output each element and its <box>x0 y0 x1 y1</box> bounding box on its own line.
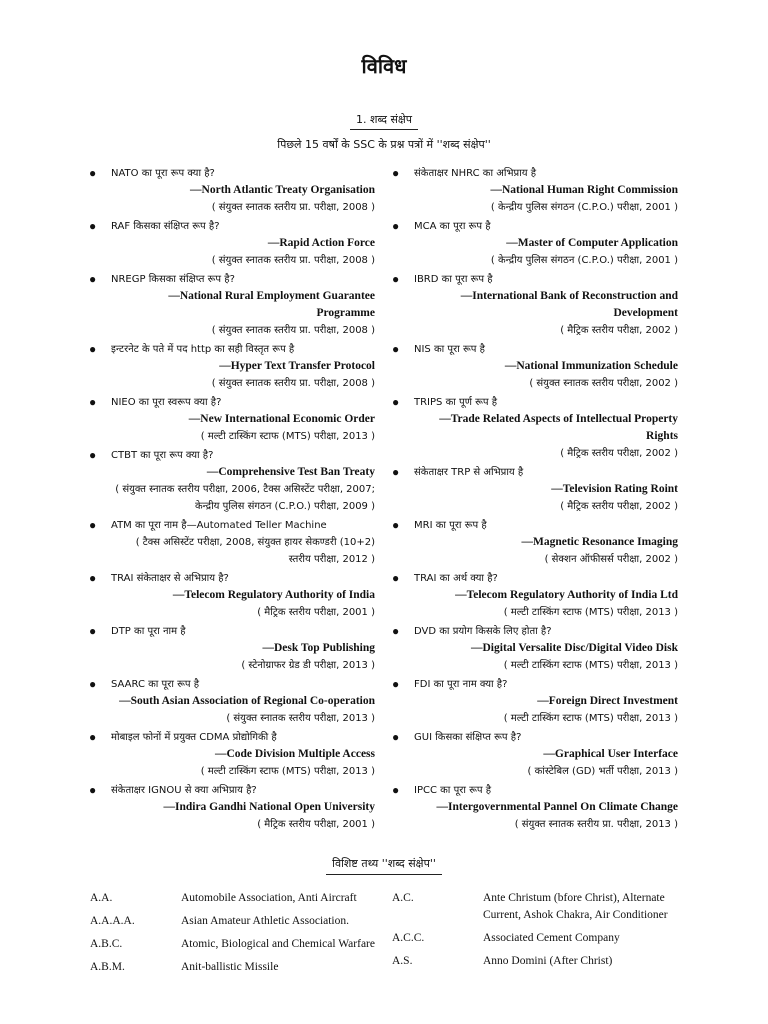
answer-text: —National Rural Employment Guarantee Programme <box>168 290 375 319</box>
bullet-icon: ● <box>89 272 97 286</box>
exam-source: ( मैट्रिक स्तरीय परीक्षा, 2001 ) <box>257 607 375 618</box>
question-text: TRIPS का पूर्ण रूप है <box>414 397 498 408</box>
answer-text: —Desk Top Publishing <box>262 642 375 654</box>
exam-source: ( संयुक्त स्नातक स्तरीय परीक्षा, 2002 ) <box>529 378 678 389</box>
abbreviation-key: A.A. <box>90 892 113 904</box>
bullet-icon: ● <box>89 677 97 691</box>
question-text: NIS का पूरा रूप है <box>414 344 485 355</box>
bullet-icon: ● <box>392 730 400 744</box>
question-text: संकेताक्षर TRP से अभिप्राय है <box>414 467 524 478</box>
question-item <box>85 782 375 833</box>
bullet-icon: ● <box>89 342 97 356</box>
exam-source: ( संयुक्त स्नातक स्तरीय प्रा. परीक्षा, 2008 ) <box>211 378 375 389</box>
bullet-icon: ● <box>392 518 400 532</box>
answer-text: —Television Rating Roint <box>551 483 678 495</box>
answer-text: —Rapid Action Force <box>267 237 375 249</box>
question-text: ATM का पूरा नाम है—Automated Teller Machine <box>111 520 327 531</box>
answer-text: —Telecom Regulatory Authority of India Ltd <box>455 589 678 601</box>
exam-source: ( संयुक्त स्नातक स्तरीय प्रा. परीक्षा, 2013 ) <box>514 819 678 830</box>
exam-source: ( संयुक्त स्नातक स्तरीय प्रा. परीक्षा, 2008 ) <box>211 255 375 266</box>
bullet-icon: ● <box>392 342 400 356</box>
question-text: IPCC का पूरा रूप है <box>414 785 492 796</box>
bullet-icon: ● <box>392 166 400 180</box>
exam-source: ( संयुक्त स्नातक स्तरीय परीक्षा, 2006, टैक्स असिस्टेंट परीक्षा, 2007; केन्द्रीय पुलिस संगठन (C.P.O.) परीक्षा, 2009 ) <box>115 484 375 512</box>
section-subtitle: पिछले 15 वर्षों के SSC के प्रश्न पत्रों में ''शब्द संक्षेप'' <box>277 138 491 151</box>
exam-source: ( मैट्रिक स्तरीय परीक्षा, 2002 ) <box>560 325 678 336</box>
question-item <box>85 341 375 392</box>
question-text: GUI किसका संक्षिप्त रूप है? <box>414 732 522 743</box>
bullet-icon: ● <box>89 395 97 409</box>
question-text: CTBT का पूरा रूप क्या है? <box>111 450 214 461</box>
abbreviation-expansion: Associated Cement Company <box>483 932 620 944</box>
abbreviation-row <box>90 890 390 907</box>
question-item <box>388 517 678 568</box>
abbreviation-row <box>90 959 390 976</box>
exam-source: ( मल्टी टास्किंग स्टाफ (MTS) परीक्षा, 2013 ) <box>503 660 678 671</box>
abbreviation-expansion: Asian Amateur Athletic Association. <box>181 915 350 927</box>
question-item <box>85 676 375 727</box>
exam-source: ( मल्टी टास्किंग स्टाफ (MTS) परीक्षा, 2013 ) <box>503 713 678 724</box>
bullet-icon: ● <box>392 395 400 409</box>
answer-text: —Comprehensive Test Ban Treaty <box>206 466 375 478</box>
answer-text: —Magnetic Resonance Imaging <box>521 536 678 548</box>
question-item <box>388 676 678 727</box>
question-text: DTP का पूरा नाम है <box>111 626 186 637</box>
abbreviation-row <box>392 953 692 970</box>
question-text: TRAI संकेताक्षर से अभिप्राय है? <box>111 573 229 584</box>
question-item <box>85 447 375 515</box>
section-heading <box>0 112 768 127</box>
abbreviation-expansion: Anit-ballistic Missile <box>181 961 279 973</box>
question-item <box>85 729 375 780</box>
abbreviation-row <box>90 936 390 953</box>
answer-text: —Foreign Direct Investment <box>537 695 678 707</box>
abbr-list-left <box>90 890 390 982</box>
bullet-icon: ● <box>89 783 97 797</box>
bullet-icon: ● <box>392 219 400 233</box>
answer-text: —Trade Related Aspects of Intellectual Property Rights <box>439 413 678 442</box>
answer-text: —National Immunization Schedule <box>504 360 678 372</box>
answer-text: —National Human Right Commission <box>490 184 678 196</box>
abbreviation-expansion: Anno Domini (After Christ) <box>483 955 613 967</box>
answer-text: —Telecom Regulatory Authority of India <box>172 589 375 601</box>
question-text: NREGP किसका संक्षिप्त रूप है? <box>111 274 235 285</box>
bullet-icon: ● <box>89 166 97 180</box>
bullet-icon: ● <box>392 465 400 479</box>
bullet-icon: ● <box>89 571 97 585</box>
exam-source: ( टैक्स असिस्टेंट परीक्षा, 2008, संयुक्त हायर सेकण्डरी (10+2) स्तरीय परीक्षा, 2012 ) <box>135 537 375 565</box>
question-text: NATO का पूरा रूप क्या है? <box>111 168 215 179</box>
question-item <box>85 165 375 216</box>
bullet-icon: ● <box>89 624 97 638</box>
bullet-icon: ● <box>392 624 400 638</box>
question-text: DVD का प्रयोग किसके लिए होता है? <box>414 626 552 637</box>
abbr-list-right <box>392 890 692 976</box>
exam-source: ( मैट्रिक स्तरीय परीक्षा, 2002 ) <box>560 448 678 459</box>
question-item <box>388 341 678 392</box>
answer-text: —North Atlantic Treaty Organisation <box>190 184 375 196</box>
question-item <box>388 623 678 674</box>
question-item <box>85 218 375 269</box>
question-item <box>85 570 375 621</box>
exam-source: ( स्टेनोग्राफर ग्रेड डी परीक्षा, 2013 ) <box>241 660 375 671</box>
bullet-icon: ● <box>89 448 97 462</box>
question-item <box>85 271 375 339</box>
section-heading-text: 1. शब्द संक्षेप <box>350 113 418 130</box>
exam-source: ( केन्द्रीय पुलिस संगठन (C.P.O.) परीक्षा, 2001 ) <box>490 255 678 266</box>
answer-text: —Indira Gandhi National Open University <box>163 801 375 813</box>
question-text: FDI का पूरा नाम क्या है? <box>414 679 508 690</box>
question-text: SAARC का पूरा रूप है <box>111 679 200 690</box>
abbreviation-row <box>90 913 390 930</box>
abbreviation-key: A.S. <box>392 955 413 967</box>
exam-source: ( मल्टी टास्किंग स्टाफ (MTS) परीक्षा, 2013 ) <box>200 766 375 777</box>
exam-source: ( मैट्रिक स्तरीय परीक्षा, 2001 ) <box>257 819 375 830</box>
answer-text: —New International Economic Order <box>188 413 375 425</box>
question-item <box>85 623 375 674</box>
question-item <box>388 271 678 339</box>
question-item <box>85 517 375 568</box>
answer-text: —Hyper Text Transfer Protocol <box>219 360 375 372</box>
abbreviation-row <box>392 930 692 947</box>
bullet-icon: ● <box>392 272 400 286</box>
exam-source: ( कांस्टेबिल (GD) भर्ती परीक्षा, 2013 ) <box>527 766 678 777</box>
exam-source: ( संयुक्त स्नातक स्तरीय प्रा. परीक्षा, 2008 ) <box>211 325 375 336</box>
question-text: IBRD का पूरा रूप है <box>414 274 493 285</box>
question-item <box>388 729 678 780</box>
abbreviation-key: A.B.M. <box>90 961 125 973</box>
exam-source: ( संयुक्त स्नातक स्तरीय प्रा. परीक्षा, 2008 ) <box>211 202 375 213</box>
exam-source: ( संयुक्त स्नातक स्तरीय परीक्षा, 2013 ) <box>226 713 375 724</box>
exam-source: ( मल्टी टास्किंग स्टाफ (MTS) परीक्षा, 2013 ) <box>503 607 678 618</box>
abbreviation-key: A.B.C. <box>90 938 123 950</box>
question-item <box>388 782 678 833</box>
bullet-icon: ● <box>392 571 400 585</box>
answer-text: —Master of Computer Application <box>506 237 678 249</box>
bullet-icon: ● <box>89 518 97 532</box>
bullet-icon: ● <box>89 219 97 233</box>
exam-source: ( सेक्शन ऑफीसर्स परीक्षा, 2002 ) <box>544 554 678 565</box>
question-item <box>85 394 375 445</box>
bullet-icon: ● <box>89 730 97 744</box>
abbreviation-key: A.C.C. <box>392 932 425 944</box>
question-text: RAF किसका संक्षिप्त रूप है? <box>111 221 220 232</box>
left-column <box>85 165 375 835</box>
question-text: NIEO का पूरा स्वरूप क्या है? <box>111 397 222 408</box>
abbreviation-key: A.A.A.A. <box>90 915 135 927</box>
exam-source: ( मल्टी टास्किंग स्टाफ (MTS) परीक्षा, 2013 ) <box>200 431 375 442</box>
exam-source: ( मैट्रिक स्तरीय परीक्षा, 2002 ) <box>560 501 678 512</box>
bullet-icon: ● <box>392 783 400 797</box>
question-text: TRAI का अर्थ क्या है? <box>414 573 498 584</box>
question-item <box>388 218 678 269</box>
answer-text: —International Bank of Reconstruction and Development <box>460 290 678 319</box>
question-item <box>388 464 678 515</box>
section2-heading <box>0 856 768 871</box>
page-title: विविध <box>361 54 407 78</box>
question-text: इन्टरनेट के पते में पद http का सही विस्तृत रूप है <box>111 344 295 355</box>
question-item <box>388 570 678 621</box>
question-item <box>388 394 678 462</box>
abbreviation-expansion: Automobile Association, Anti Aircraft <box>181 892 357 904</box>
exam-source: ( केन्द्रीय पुलिस संगठन (C.P.O.) परीक्षा, 2001 ) <box>490 202 678 213</box>
answer-text: —Graphical User Interface <box>543 748 678 760</box>
abbreviation-key: A.C. <box>392 892 414 904</box>
question-text: संकेताक्षर IGNOU से क्या अभिप्राय है? <box>111 785 257 796</box>
abbreviation-row <box>392 890 692 924</box>
question-item <box>388 165 678 216</box>
section2-heading-text: विशिष्ट तथ्य ''शब्द संक्षेप'' <box>326 857 442 875</box>
question-text: मोबाइल फोनों में प्रयुक्त CDMA प्रोद्योगिकी है <box>111 732 277 743</box>
question-text: MRI का पूरा रूप है <box>414 520 487 531</box>
answer-text: —Digital Versalite Disc/Digital Video Disk <box>471 642 678 654</box>
answer-text: —Intergovernmental Pannel On Climate Change <box>436 801 678 813</box>
answer-text: —Code Division Multiple Access <box>214 748 375 760</box>
question-text: MCA का पूरा रूप है <box>414 221 491 232</box>
abbreviation-expansion: Ante Christum (bfore Christ), Alternate Current, Ashok Chakra, Air Conditioner <box>483 892 668 921</box>
question-text: संकेताक्षर NHRC का अभिप्राय है <box>414 168 537 179</box>
right-column <box>388 165 678 835</box>
answer-text: —South Asian Association of Regional Co-operation <box>119 695 375 707</box>
bullet-icon: ● <box>392 677 400 691</box>
abbreviation-expansion: Atomic, Biological and Chemical Warfare <box>181 938 375 950</box>
